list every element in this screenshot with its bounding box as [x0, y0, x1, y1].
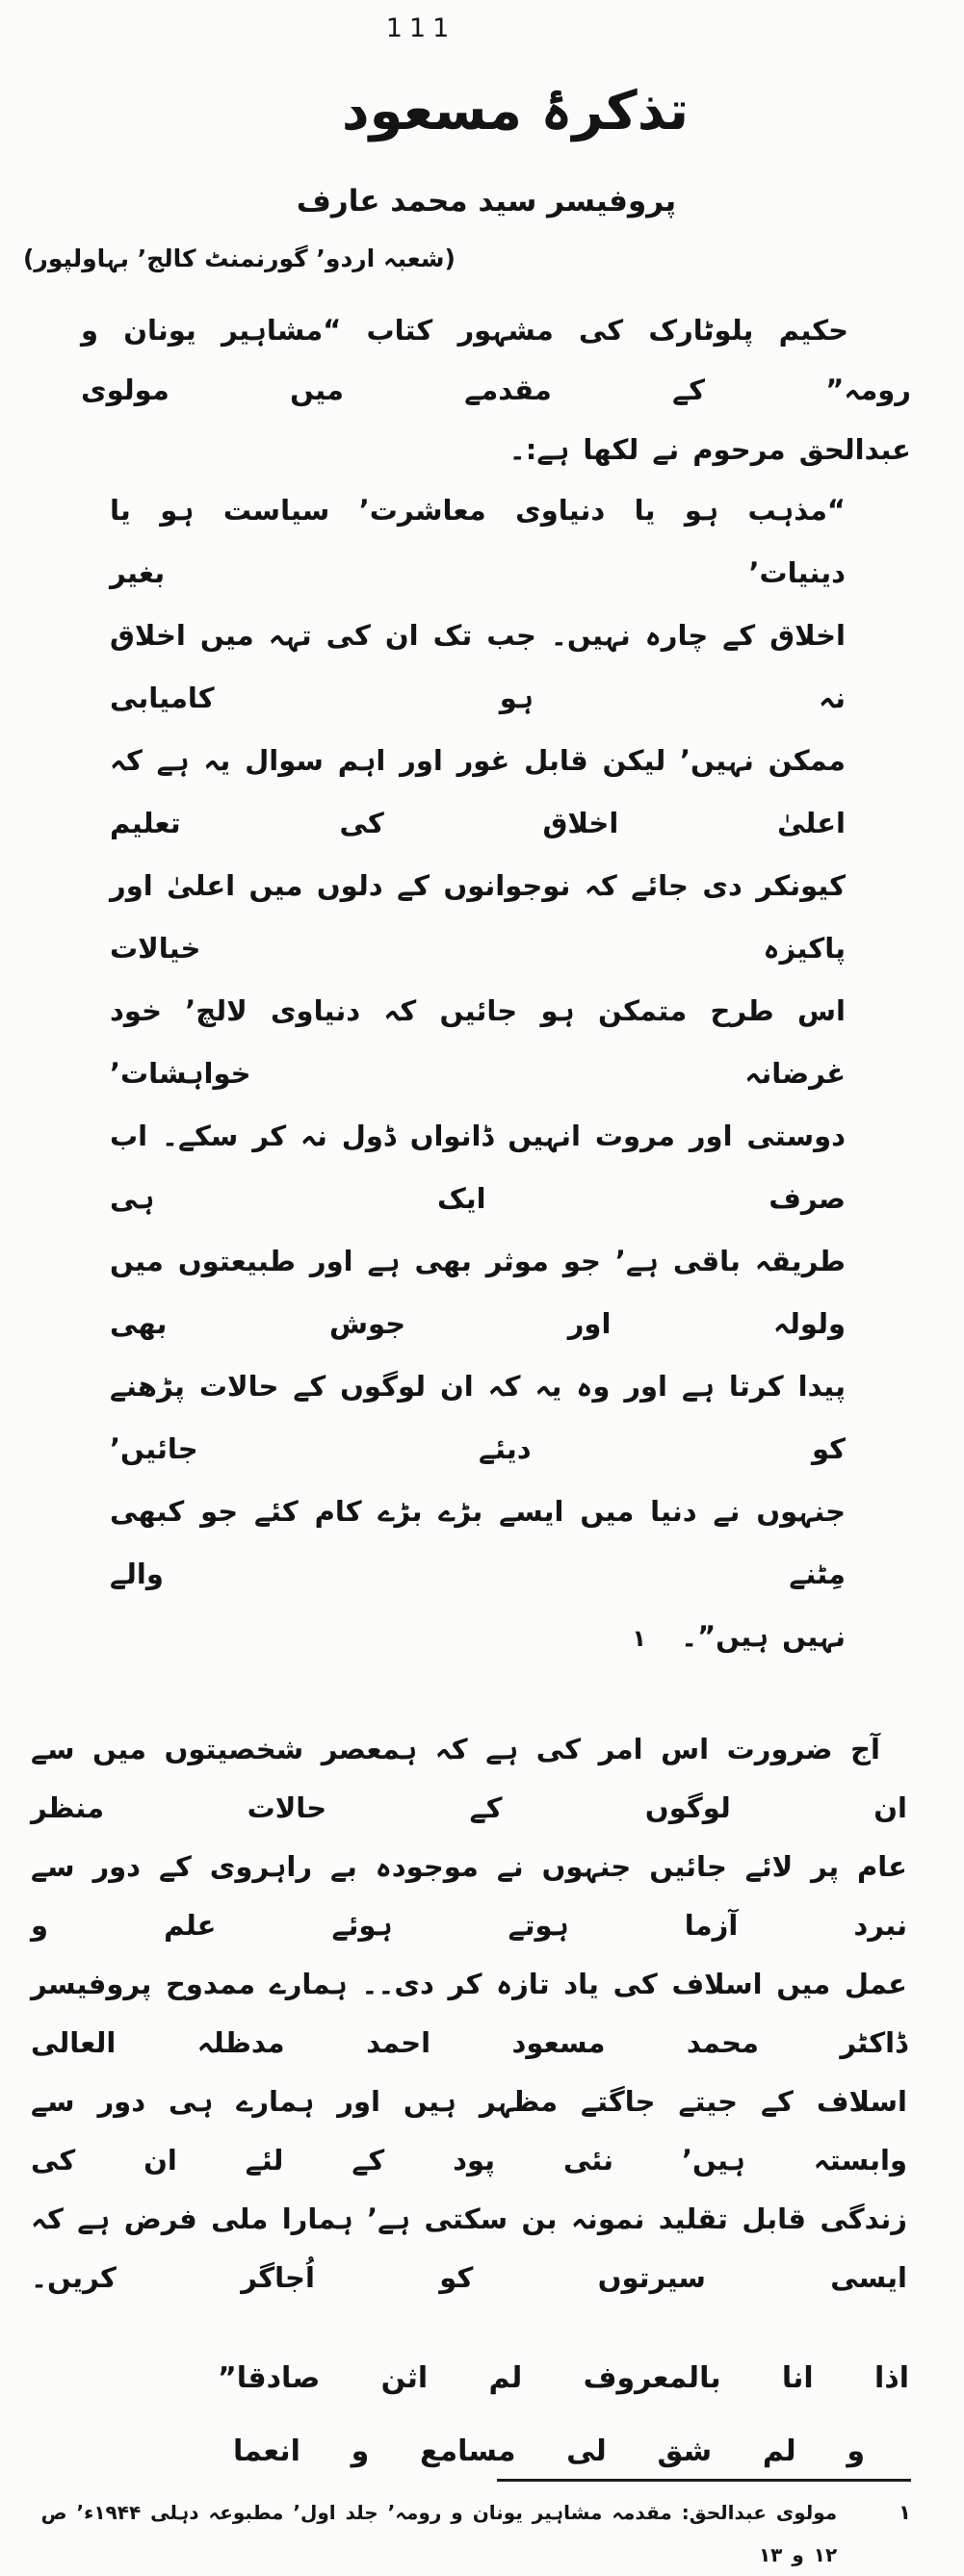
author-affiliation: (شعبہ اردو’ گورنمنٹ کالج’ بہاولپور)	[23, 245, 456, 272]
verse-line-2	[233, 2431, 865, 2473]
arabic-verse	[13, 2357, 911, 2473]
quoted-passage	[110, 479, 846, 1670]
footnote-text: مولوی عبدالحق: مقدمہ مشاہیر یونان و رومہ’ جلد اول’ مطبوعہ دہلی ۱۹۴۴ء’ ص ۱۲ و ۱۳	[40, 2501, 838, 2566]
verse-line-1	[218, 2357, 909, 2400]
text-line: “مذہب ہو یا دنیاوی معاشرت’ سیاست ہو یا دینیات’ بغیر	[110, 494, 846, 589]
text-line: حکیم پلوٹارک کی مشہور کتاب “مشاہیر یونان و رومہ” کے مقدمے میں مولوی	[81, 314, 911, 406]
text-line: جنہوں نے دنیا میں ایسے بڑے بڑے کام کئے جو کبھی مِٹنے والے	[110, 1495, 846, 1590]
verse-word: بالمعروف	[583, 2361, 721, 2395]
verse-word: شق	[657, 2434, 713, 2468]
intro-paragraph	[81, 300, 911, 479]
verse-word: لم	[762, 2434, 796, 2468]
verse-word: اثن	[380, 2361, 429, 2395]
verse-word: و	[351, 2434, 370, 2468]
verse-word: و	[847, 2434, 865, 2468]
text-line: دوستی اور مروت انہیں ڈانواں ڈول نہ کر سکے۔ اب صرف ایک ہی	[110, 1120, 846, 1215]
page-title: تذکرۂ مسعود	[341, 80, 690, 142]
text-line	[274, 1606, 846, 1670]
verse-word: لم	[488, 2361, 523, 2395]
verse-word: صادقا”	[218, 2361, 321, 2395]
text-line: عبدالحق مرحوم نے لکھا ہے:۔	[508, 433, 911, 466]
text-line: عام پر لائے جائیں جنہوں نے موجودہ بے راہروی کے دور سے نبرد آزما ہوتے ہوئے علم و	[31, 1850, 907, 1942]
text-line: پیدا کرتا ہے اور وہ یہ کہ ان لوگوں کے حالات پڑھنے کو دیئے جائیں’	[110, 1370, 846, 1465]
text-line: اس طرح متمکن ہو جائیں کہ دنیاوی لالچ’ خود غرضانہ خواہشات’	[110, 994, 846, 1090]
footnote-rule	[497, 2479, 911, 2482]
text-line: کیونکر دی جائے کہ نوجوانوں کے دلوں میں اعلیٰ اور پاکیزہ خیالات	[110, 869, 846, 965]
text-line: آج ضرورت اس امر کی ہے کہ ہمعصر شخصیتوں میں سے ان لوگوں کے حالات منظر	[31, 1733, 907, 1824]
page-number: 111	[385, 13, 456, 43]
text-line: اسلاف کے جیتے جاگتے مظہر ہیں اور ہمارے ہی دور سے وابستہ ہیں’ نئی پود کے لئے ان کی	[31, 2085, 907, 2177]
quote-closing-words: نہیں ہیں”۔	[681, 1620, 846, 1653]
text-line: زندگی قابل تقلید نمونہ بن سکتی ہے’ ہمارا ملی فرض ہے کہ ایسی سیرتوں کو اُجاگر کریں۔	[31, 2202, 907, 2294]
verse-word: انعما	[233, 2434, 300, 2468]
footnote-reference: ۱	[632, 1625, 646, 1652]
text-line: طریقہ باقی ہے’ جو موثر بھی ہے اور طبیعتوں میں ولولہ اور جوش بھی	[110, 1245, 846, 1340]
verse-word: اذا	[874, 2361, 909, 2395]
verse-word: انا	[781, 2361, 814, 2395]
author-name: پروفیسر سید محمد عارف	[296, 184, 677, 219]
body-paragraph	[31, 1720, 907, 2307]
footnote	[13, 2491, 911, 2576]
text-line: اخلاق کے چارہ نہیں۔ جب تک ان کی تہہ میں اخلاق نہ ہو کامیابی	[110, 619, 846, 714]
verse-word: لی	[566, 2434, 607, 2468]
text-line: ممکن نہیں’ لیکن قابل غور اور اہم سوال یہ ہے کہ اعلیٰ اخلاق کی تعلیم	[110, 744, 846, 839]
text-line: عمل میں اسلاف کی یاد تازہ کر دی۔۔ ہمارے ممدوح پروفیسر ڈاکٹر محمد مسعود احمد مدظلہ العالی	[31, 1968, 907, 2059]
verse-word: مسامع	[420, 2434, 516, 2468]
footnote-number: ۱	[899, 2501, 911, 2524]
